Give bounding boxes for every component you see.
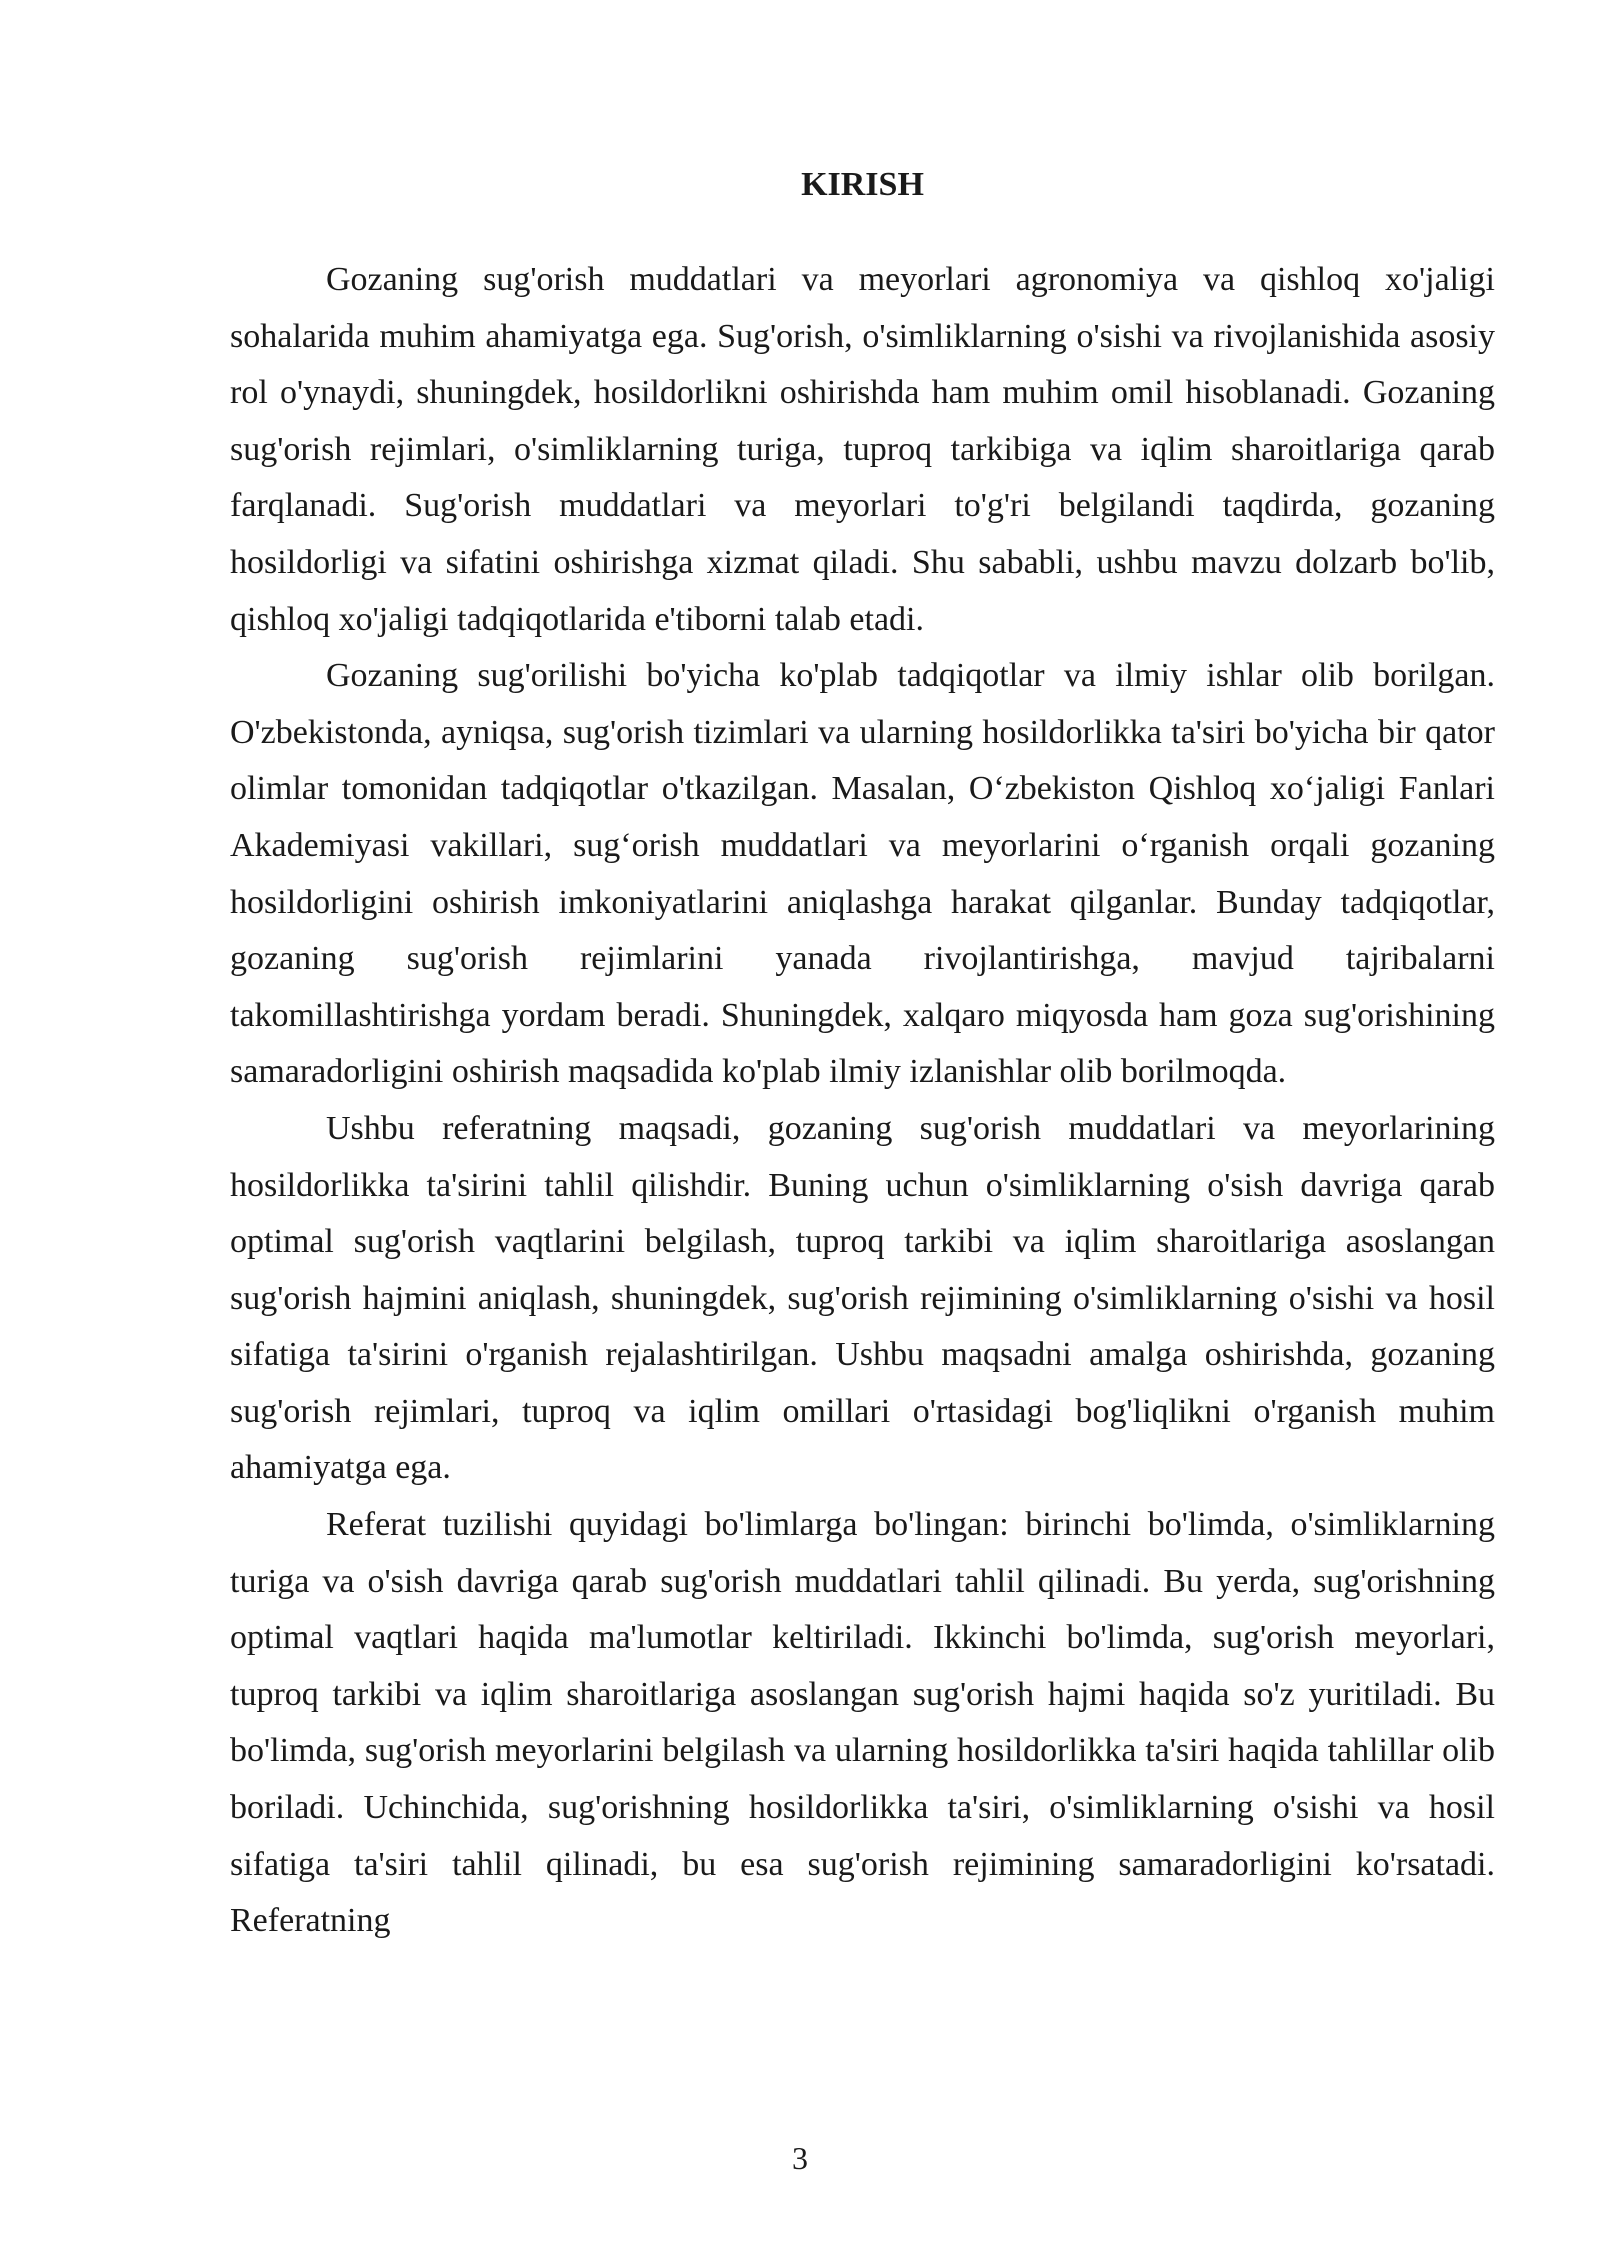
section-heading: KIRISH <box>801 166 924 203</box>
paragraph-4: Referat tuzilishi quyidagi bo'limlarga bo'lingan: birinchi bo'limda, o'simliklarning turiga va o'sish davriga qarab sug'orish muddatlari tahlil qilinadi. Bu yerda, sug'orishning optimal vaqtlari haqida ma'lumotlar keltiriladi. Ikkinchi bo'limda, sug'orish meyorlari, tuproq tarkibi va iqlim sharoitlariga asoslangan sug'orish hajmi haqida so'z yuritiladi. Bu bo'limda, sug'orish meyorlarini belgilash va ularning hosildorlikka ta'siri haqida tahlillar olib boriladi. Uchinchida, sug'orishning hosildorlikka ta'siri, o'simliklarning o'sishi va hosil sifatiga ta'siri tahlil qilinadi, bu esa sug'orish rejimining samaradorligini ko'rsatadi. Referatning <box>230 1506 1495 1940</box>
paragraph-3: Ushbu referatning maqsadi, gozaning sug'orish muddatlari va meyorlarining hosildorlikka ta'sirini tahlil qilishdir. Buning uchun o'simliklarning o'sish davriga qarab optimal sug'orish vaqtlarini belgilash, tuproq tarkibi va iqlim sharoitlariga asoslangan sug'orish hajmini aniqlash, shuningdek, sug'orish rejimining o'simliklarning o'sishi va hosil sifatiga ta'sirini o'rganish rejalashtirilgan. Ushbu maqsadni amalga oshirishda, gozaning sug'orish rejimlari, tuproq va iqlim omillari o'rtasidagi bog'liqlikni o'rganish muhim ahamiyatga ega. <box>230 1109 1495 1487</box>
body-text <box>230 252 1495 1950</box>
paragraph-1: Gozaning sug'orish muddatlari va meyorlari agronomiya va qishloq xo'jaligi sohalarida muhim ahamiyatga ega. Sug'orish, o'simliklarning o'sishi va rivojlanishida asosiy rol o'ynaydi, shuningdek, hosildorlikni oshirishda ham muhim omil hisoblanadi. Gozaning sug'orish rejimlari, o'simliklarning turiga, tuproq tarkibiga va iqlim sharoitlariga qarab farqlanadi. Sug'orish muddatlari va meyorlari to'g'ri belgilandi taqdirda, gozaning hosildorligi va sifatini oshirishga xizmat qiladi. Shu sababli, ushbu mavzu dolzarb bo'lib, qishloq xo'jaligi tadqiqotlarida e'tiborni talab etadi. <box>230 261 1495 638</box>
page-number: 3 <box>792 2140 808 2176</box>
paragraph-2: Gozaning sug'orilishi bo'yicha ko'plab tadqiqotlar va ilmiy ishlar olib borilgan. O'zbekistonda, ayniqsa, sug'orish tizimlari va ularning hosildorlikka ta'siri bo'yicha bir qator olimlar tomonidan tadqiqotlar o'tkazilgan. Masalan, O‘zbekiston Qishloq xo‘jaligi Fanlari Akademiyasi vakillari, sug‘orish muddatlari va meyorlarini o‘rganish orqali gozaning hosildorligini oshirish imkoniyatlarini aniqlashga harakat qilganlar. Bunday tadqiqotlar, gozaning sug'orish rejimlarini yanada rivojlantirishga, mavjud tajribalarni takomillashtirishga yordam beradi. Shuningdek, xalqaro miqyosda ham goza sug'orishining samaradorligini oshirish maqsadida ko'plab ilmiy izlanishlar olib borilmoqda. <box>230 657 1495 1091</box>
